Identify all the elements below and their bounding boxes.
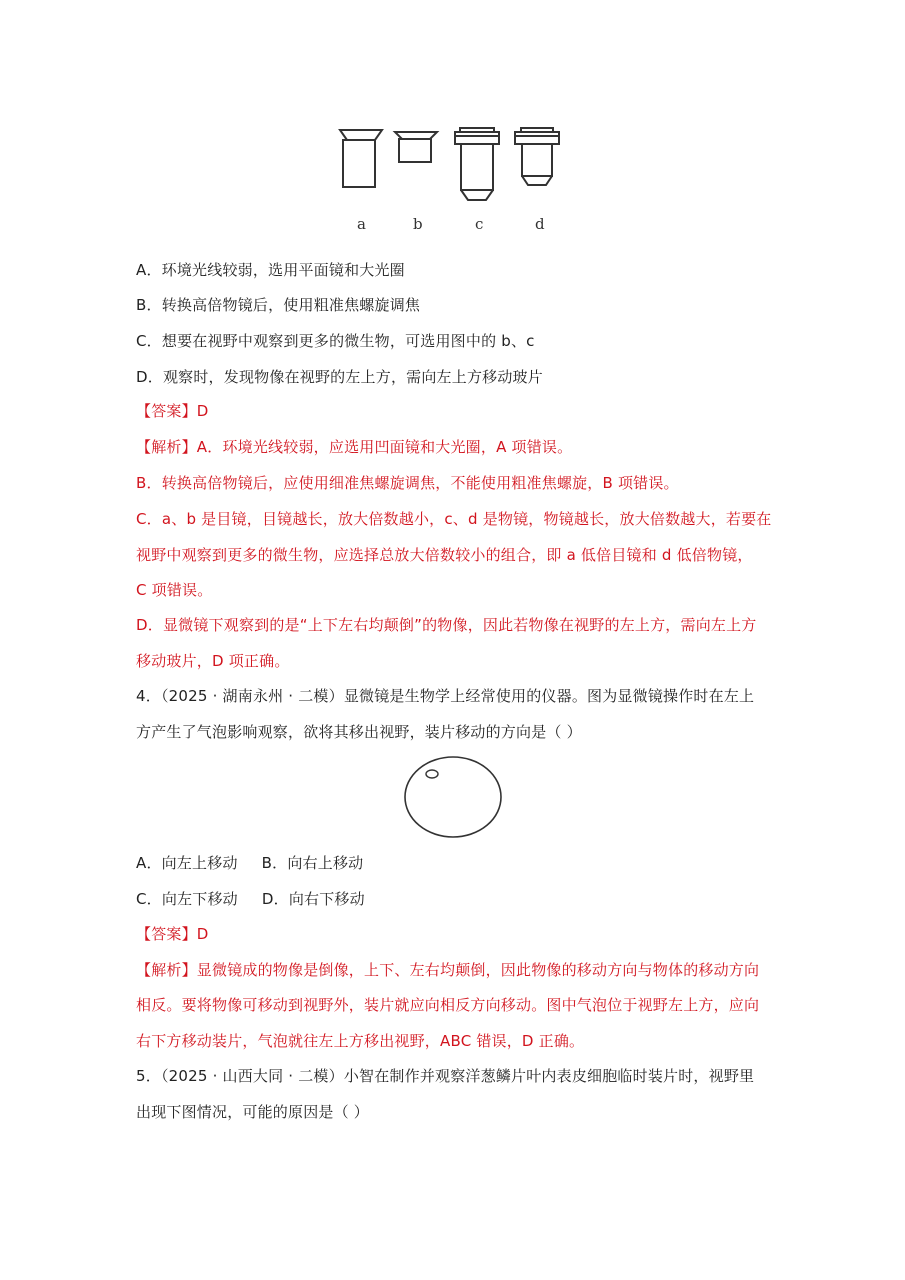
q5-stem-line-2: 出现下图情况，可能的原因是（ ）: [136, 1103, 369, 1121]
q3-analysis-line-2: B．转换高倍物镜后，应使用细准焦螺旋调焦，不能使用粗准焦螺旋，B 项错误。: [136, 474, 679, 492]
q4-analysis-line-1: 【解析】显微镜成的物像是倒像，上下、左右均颠倒，因此物像的移动方向与物体的移动方向: [136, 961, 760, 979]
q4-stem-line-1: 4．（2025 · 湖南永州 · 二模）显微镜是生物学上经常使用的仪器。图为显微镜操作时在左上: [136, 687, 755, 705]
q3-option-b: B．转换高倍物镜后，使用粗准焦螺旋调焦: [136, 296, 421, 314]
lens-figure: [333, 124, 573, 234]
lens-label-a: a: [357, 215, 366, 233]
q4-analysis-line-3: 右下方移动装片，气泡就往左上方移出视野，ABC 错误，D 正确。: [136, 1032, 585, 1050]
q3-option-a: A．环境光线较弱，选用平面镜和大光圈: [136, 261, 405, 279]
lens-label-b: b: [413, 215, 423, 233]
q3-analysis-line-6: D．显微镜下观察到的是“上下左右均颠倒”的物像，因此若物像在视野的左上方，需向左上方: [136, 616, 757, 634]
q5-stem-line-1: 5．（2025 · 山西大同 · 二模）小智在制作并观察洋葱鳞片叶内表皮细胞临时装片时，视野里: [136, 1067, 755, 1085]
q4-answer: 【答案】D: [136, 925, 209, 943]
field-of-view-figure: [401, 753, 505, 843]
objective-c-drawing: [455, 128, 499, 200]
lens-label-c: c: [475, 215, 484, 233]
q3-analysis-line-4: 视野中观察到更多的微生物，应选择总放大倍数较小的组合，即 a 低倍目镜和 d 低倍物镜，: [136, 546, 753, 564]
q3-analysis-line-1: 【解析】A．环境光线较弱，应选用凹面镜和大光圈，A 项错误。: [136, 438, 573, 456]
q3-option-d: D．观察时，发现物像在视野的左上方，需向左上方移动玻片: [136, 368, 543, 386]
q3-analysis-line-7: 移动玻片，D 项正确。: [136, 652, 290, 670]
q3-option-c: C．想要在视野中观察到更多的微生物，可选用图中的 b、c: [136, 332, 535, 350]
q4-options-row-2: [136, 889, 365, 909]
q4-option-c: C．向左下移动: [136, 890, 238, 908]
q4-options-row-1: [136, 853, 363, 873]
air-bubble: [426, 770, 438, 778]
q3-analysis-line-5: C 项错误。: [136, 581, 213, 599]
eyepiece-a-drawing: [340, 130, 382, 187]
q4-option-d: D．向右下移动: [261, 890, 365, 908]
field-of-view-circle: [405, 757, 501, 837]
q3-analysis-line-3: C．a、b 是目镜，目镜越长，放大倍数越小，c、d 是物镜，物镜越长，放大倍数越大，若要在: [136, 510, 772, 528]
objective-d-drawing: [515, 128, 559, 185]
q4-option-a: A．向左上移动: [136, 854, 238, 872]
eyepiece-b-drawing: [395, 132, 437, 162]
q4-analysis-line-2: 相反。要将物像可移动到视野外，装片就应向相反方向移动。图中气泡位于视野左上方，应向: [136, 996, 760, 1014]
lens-label-d: d: [535, 215, 545, 233]
q4-stem-line-2: 方产生了气泡影响观察，欲将其移出视野，装片移动的方向是（ ）: [136, 723, 582, 741]
q3-answer: 【答案】D: [136, 402, 209, 420]
q4-option-b: B．向右上移动: [261, 854, 364, 872]
